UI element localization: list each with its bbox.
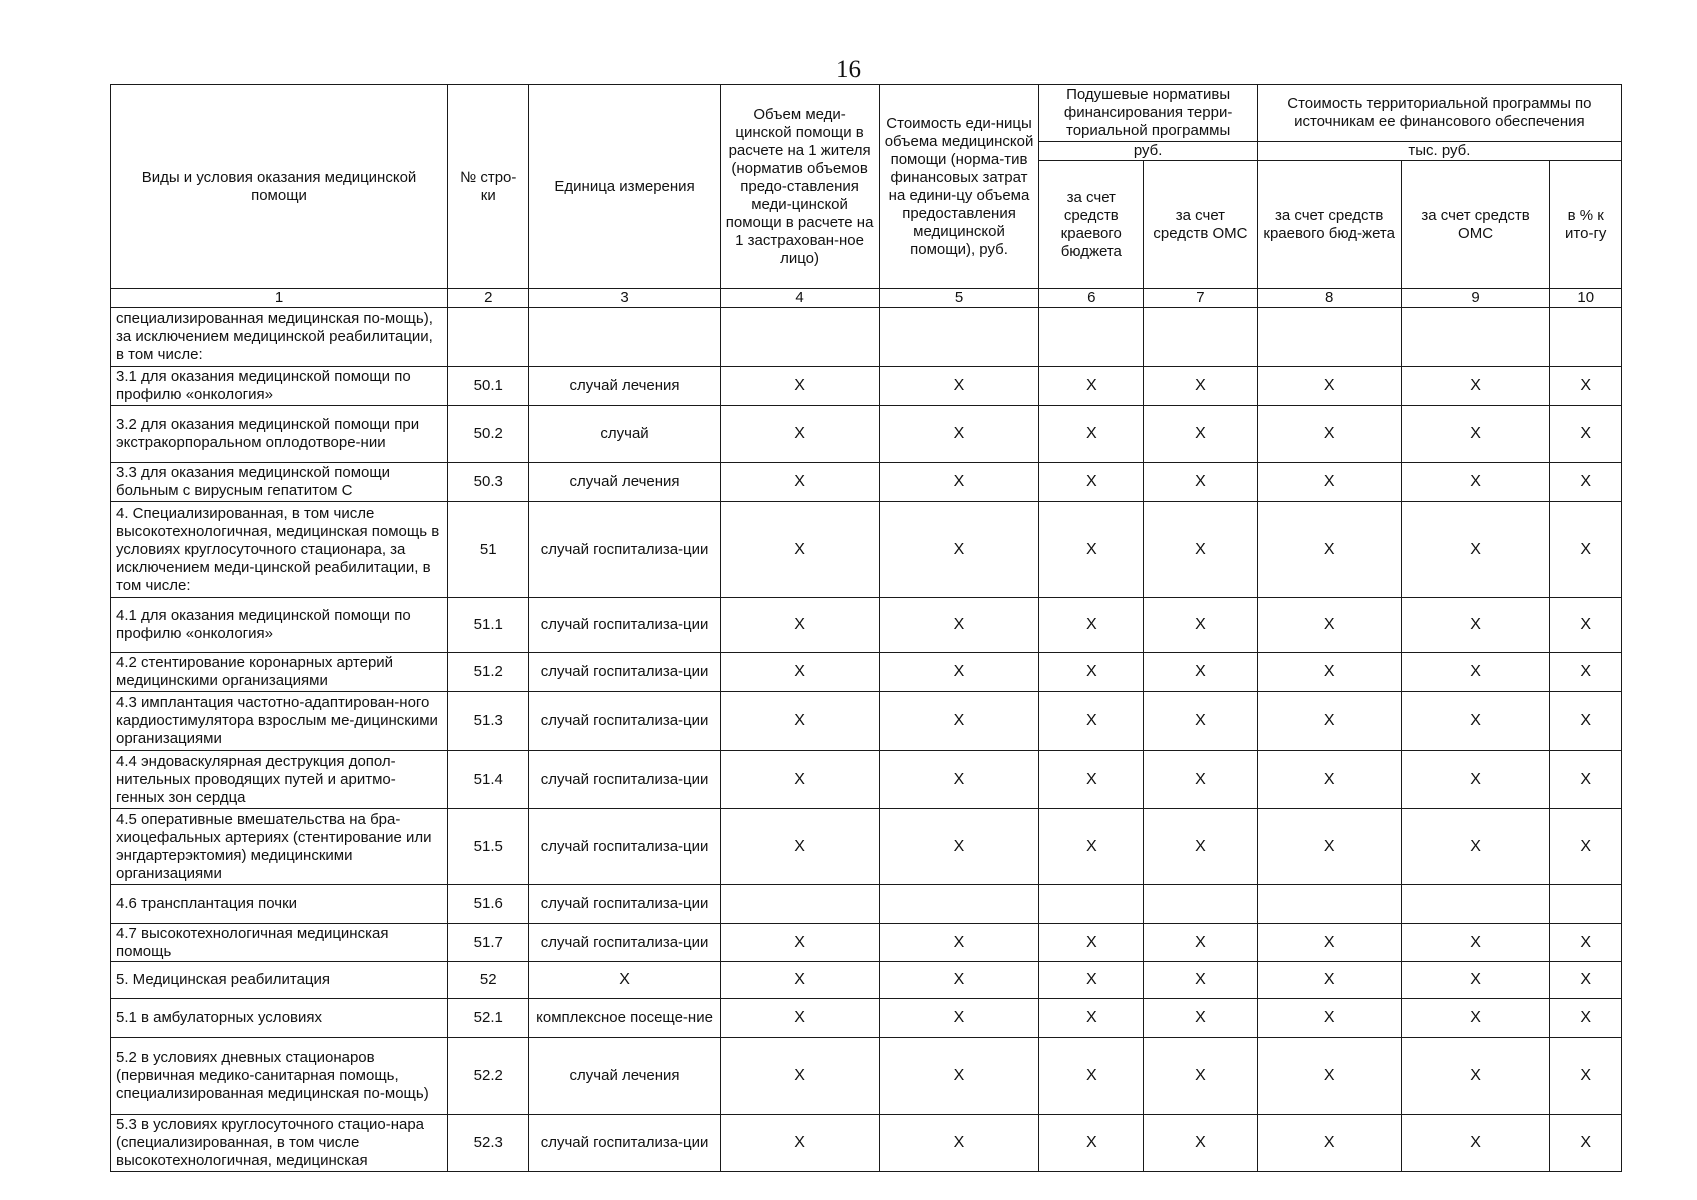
header-cost-group: Стоимость территориальной программы по источникам ее финансового обеспечения <box>1257 85 1621 142</box>
cell-value: X <box>879 1115 1039 1172</box>
cell-value <box>1401 308 1550 367</box>
table-row <box>111 463 1622 502</box>
column-number: 10 <box>1550 289 1622 308</box>
cell-value: X <box>1257 1038 1401 1115</box>
cell-value: X <box>1144 962 1258 999</box>
row-unit: случай госпитализа-ции <box>529 653 720 692</box>
cell-value: X <box>1550 598 1622 653</box>
row-name: 4.7 высокотехнологичная медицинская помощь <box>111 924 448 962</box>
cell-value: X <box>1144 463 1258 502</box>
header-volume: Объем меди-цинской помощи в расчете на 1 жителя (норматив объемов предо-ставления меди-цинской помощи в расчете на 1 застрахован-ное лицо) <box>720 85 879 289</box>
cell-value: X <box>1144 502 1258 598</box>
row-number: 50.1 <box>448 367 529 406</box>
cell-value: X <box>720 999 879 1038</box>
cell-value: X <box>1257 502 1401 598</box>
cell-value: X <box>1144 692 1258 751</box>
row-unit: случай госпитализа-ции <box>529 809 720 885</box>
cell-value: X <box>1550 962 1622 999</box>
row-name: 4.4 эндоваскулярная деструкция допол-нительных проводящих путей и аритмо-генных зон сердца <box>111 751 448 809</box>
column-number: 2 <box>448 289 529 308</box>
cell-value <box>1144 308 1258 367</box>
cell-value: X <box>1039 406 1144 463</box>
cell-value: X <box>1401 463 1550 502</box>
cell-value <box>1039 308 1144 367</box>
row-number: 51.7 <box>448 924 529 962</box>
table-row <box>111 653 1622 692</box>
column-number: 3 <box>529 289 720 308</box>
table-row <box>111 406 1622 463</box>
cell-value: X <box>1401 367 1550 406</box>
row-number: 51.6 <box>448 885 529 924</box>
cell-value: X <box>1401 406 1550 463</box>
table-row <box>111 809 1622 885</box>
row-number: 50.3 <box>448 463 529 502</box>
row-unit <box>529 308 720 367</box>
cell-value: X <box>1039 1115 1144 1172</box>
header-regional-budget-percapita: за счет средств краевого бюджета <box>1039 161 1144 289</box>
cell-value: X <box>1550 999 1622 1038</box>
column-number: 7 <box>1144 289 1258 308</box>
cell-value <box>720 885 879 924</box>
cell-value <box>879 885 1039 924</box>
cell-value: X <box>1257 1115 1401 1172</box>
row-name: 3.3 для оказания медицинской помощи больным с вирусным гепатитом С <box>111 463 448 502</box>
cell-value: X <box>1401 1115 1550 1172</box>
cell-value: X <box>720 653 879 692</box>
cell-value: X <box>879 502 1039 598</box>
cell-value: X <box>1257 751 1401 809</box>
cell-value: X <box>879 692 1039 751</box>
cell-value: X <box>1401 999 1550 1038</box>
cell-value: X <box>1550 1038 1622 1115</box>
row-unit: случай госпитализа-ции <box>529 502 720 598</box>
cell-value <box>1257 308 1401 367</box>
cell-value: X <box>1144 924 1258 962</box>
cell-value: X <box>720 463 879 502</box>
row-number: 51.5 <box>448 809 529 885</box>
cell-value: X <box>1550 1115 1622 1172</box>
cell-value <box>1144 885 1258 924</box>
row-unit: случай лечения <box>529 1038 720 1115</box>
cell-value: X <box>1039 598 1144 653</box>
cell-value: X <box>1039 502 1144 598</box>
cell-value: X <box>1144 598 1258 653</box>
table-row <box>111 502 1622 598</box>
column-number: 5 <box>879 289 1039 308</box>
row-unit: случай госпитализа-ции <box>529 924 720 962</box>
header-regional-budget-cost: за счет средств краевого бюд-жета <box>1257 161 1401 289</box>
cell-value: X <box>1257 406 1401 463</box>
cell-value: X <box>1550 751 1622 809</box>
cell-value: X <box>1144 1115 1258 1172</box>
table-row <box>111 367 1622 406</box>
cell-value: X <box>1401 809 1550 885</box>
cell-value: X <box>1257 962 1401 999</box>
row-number: 52.3 <box>448 1115 529 1172</box>
cell-value: X <box>879 406 1039 463</box>
table-row <box>111 999 1622 1038</box>
table-row <box>111 1038 1622 1115</box>
header-oms-percapita: за счет средств ОМС <box>1144 161 1258 289</box>
cell-value: X <box>1039 924 1144 962</box>
row-unit: случай госпитализа-ции <box>529 885 720 924</box>
cell-value: X <box>1039 809 1144 885</box>
row-unit: случай госпитализа-ции <box>529 1115 720 1172</box>
cell-value: X <box>1144 406 1258 463</box>
cell-value: X <box>879 809 1039 885</box>
header-unit-cost: Стоимость еди-ницы объема медицинской помощи (норма-тив финансовых затрат на едини-цу объема предоставления медицинской помощи), руб. <box>879 85 1039 289</box>
cell-value: X <box>1039 751 1144 809</box>
cell-value: X <box>720 1115 879 1172</box>
cell-value: X <box>1550 502 1622 598</box>
table-row <box>111 692 1622 751</box>
cell-value: X <box>1550 809 1622 885</box>
cell-value: X <box>1257 653 1401 692</box>
cell-value <box>1257 885 1401 924</box>
financing-table <box>110 84 1622 1172</box>
cell-value: X <box>720 692 879 751</box>
cell-value: X <box>879 598 1039 653</box>
cell-value: X <box>879 751 1039 809</box>
header-percapita-unit: руб. <box>1039 142 1257 161</box>
row-name: 3.1 для оказания медицинской помощи по профилю «онкология» <box>111 367 448 406</box>
cell-value: X <box>1401 962 1550 999</box>
row-name: специализированная медицинская по-мощь), за исключением медицинской реабилитации, в том числе: <box>111 308 448 367</box>
cell-value: X <box>1257 924 1401 962</box>
cell-value: X <box>1144 653 1258 692</box>
cell-value: X <box>1144 809 1258 885</box>
row-unit: X <box>529 962 720 999</box>
cell-value: X <box>1401 751 1550 809</box>
cell-value: X <box>879 999 1039 1038</box>
row-name: 5.1 в амбулаторных условиях <box>111 999 448 1038</box>
row-unit: случай госпитализа-ции <box>529 751 720 809</box>
cell-value: X <box>1401 1038 1550 1115</box>
cell-value: X <box>1039 463 1144 502</box>
cell-value <box>720 308 879 367</box>
column-number: 1 <box>111 289 448 308</box>
header-percent-total: в % к ито-гу <box>1550 161 1622 289</box>
row-unit: случай госпитализа-ции <box>529 598 720 653</box>
header-percapita-group: Подушевые нормативы финансирования терри-ториальной программы <box>1039 85 1257 142</box>
cell-value <box>1550 308 1622 367</box>
cell-value: X <box>1257 999 1401 1038</box>
cell-value: X <box>720 598 879 653</box>
row-name: 4.5 оперативные вмешательства на бра-хиоцефальных артериях (стентирование или энгдартерэктомия) медицинскими организациями <box>111 809 448 885</box>
row-number: 50.2 <box>448 406 529 463</box>
cell-value: X <box>1257 598 1401 653</box>
table-row <box>111 924 1622 962</box>
cell-value: X <box>1401 502 1550 598</box>
cell-value: X <box>1401 653 1550 692</box>
row-name: 3.2 для оказания медицинской помощи при экстракорпоральном оплодотворе-нии <box>111 406 448 463</box>
row-number: 51 <box>448 502 529 598</box>
header-row-number: № стро-ки <box>448 85 529 289</box>
cell-value: X <box>879 463 1039 502</box>
row-name: 4.6 трансплантация почки <box>111 885 448 924</box>
header-oms-cost: за счет средств ОМС <box>1401 161 1550 289</box>
column-number: 4 <box>720 289 879 308</box>
cell-value: X <box>720 962 879 999</box>
cell-value: X <box>720 924 879 962</box>
cell-value: X <box>1257 809 1401 885</box>
row-name: 5.2 в условиях дневных стационаров (первичная медико-санитарная помощь, специализированная медицинская по-мощь) <box>111 1038 448 1115</box>
row-number: 52.1 <box>448 999 529 1038</box>
cell-value <box>1401 885 1550 924</box>
cell-value <box>879 308 1039 367</box>
cell-value: X <box>1550 367 1622 406</box>
cell-value: X <box>879 1038 1039 1115</box>
cell-value: X <box>1144 999 1258 1038</box>
cell-value: X <box>720 502 879 598</box>
cell-value: X <box>1550 463 1622 502</box>
row-unit: комплексное посеще-ние <box>529 999 720 1038</box>
row-name: 4.3 имплантация частотно-адаптирован-ного кардиостимулятора взрослым ме-дицинскими организациями <box>111 692 448 751</box>
cell-value: X <box>1401 598 1550 653</box>
row-name: 4. Специализированная, в том числе высокотехнологичная, медицинская помощь в условиях круглосуточного стационара, за исключением меди-цинской реабилитации, в том числе: <box>111 502 448 598</box>
row-name: 5. Медицинская реабилитация <box>111 962 448 999</box>
page-number: 16 <box>836 56 861 83</box>
row-number: 51.1 <box>448 598 529 653</box>
cell-value: X <box>1039 692 1144 751</box>
cell-value <box>1550 885 1622 924</box>
cell-value: X <box>879 653 1039 692</box>
cell-value <box>1039 885 1144 924</box>
row-unit: случай лечения <box>529 463 720 502</box>
cell-value: X <box>1039 653 1144 692</box>
column-number: 6 <box>1039 289 1144 308</box>
cell-value: X <box>1550 692 1622 751</box>
header-unit: Единица измерения <box>529 85 720 289</box>
cell-value: X <box>1039 367 1144 406</box>
cell-value: X <box>1144 751 1258 809</box>
row-number: 51.3 <box>448 692 529 751</box>
cell-value: X <box>879 924 1039 962</box>
row-name: 4.2 стентирование коронарных артерий медицинскими организациями <box>111 653 448 692</box>
table-row <box>111 598 1622 653</box>
cell-value: X <box>720 809 879 885</box>
cell-value: X <box>879 367 1039 406</box>
column-number: 8 <box>1257 289 1401 308</box>
table-row <box>111 885 1622 924</box>
cell-value: X <box>879 962 1039 999</box>
row-number: 51.4 <box>448 751 529 809</box>
cell-value: X <box>1257 463 1401 502</box>
row-number: 51.2 <box>448 653 529 692</box>
table-row <box>111 751 1622 809</box>
row-name: 4.1 для оказания медицинской помощи по профилю «онкология» <box>111 598 448 653</box>
cell-value: X <box>1401 924 1550 962</box>
cell-value: X <box>720 1038 879 1115</box>
cell-value: X <box>1039 999 1144 1038</box>
column-number: 9 <box>1401 289 1550 308</box>
cell-value: X <box>1550 653 1622 692</box>
cell-value: X <box>720 406 879 463</box>
row-name: 5.3 в условиях круглосуточного стацио-нара (специализированная, в том числе высокотехнологичная, медицинская <box>111 1115 448 1172</box>
cell-value: X <box>1257 367 1401 406</box>
cell-value: X <box>1401 692 1550 751</box>
cell-value: X <box>1144 367 1258 406</box>
row-unit: случай лечения <box>529 367 720 406</box>
row-number: 52.2 <box>448 1038 529 1115</box>
row-number: 52 <box>448 962 529 999</box>
header-cost-unit: тыс. руб. <box>1257 142 1621 161</box>
cell-value: X <box>1550 406 1622 463</box>
row-number <box>448 308 529 367</box>
column-number-row <box>111 289 1622 308</box>
cell-value: X <box>1144 1038 1258 1115</box>
header-kinds-and-conditions: Виды и условия оказания медицинской помощи <box>111 85 448 289</box>
cell-value: X <box>1257 692 1401 751</box>
table-row <box>111 308 1622 367</box>
table-row <box>111 1115 1622 1172</box>
cell-value: X <box>720 751 879 809</box>
cell-value: X <box>1039 962 1144 999</box>
row-unit: случай госпитализа-ции <box>529 692 720 751</box>
cell-value: X <box>1039 1038 1144 1115</box>
cell-value: X <box>1550 924 1622 962</box>
table-row <box>111 962 1622 999</box>
row-unit: случай <box>529 406 720 463</box>
cell-value: X <box>720 367 879 406</box>
